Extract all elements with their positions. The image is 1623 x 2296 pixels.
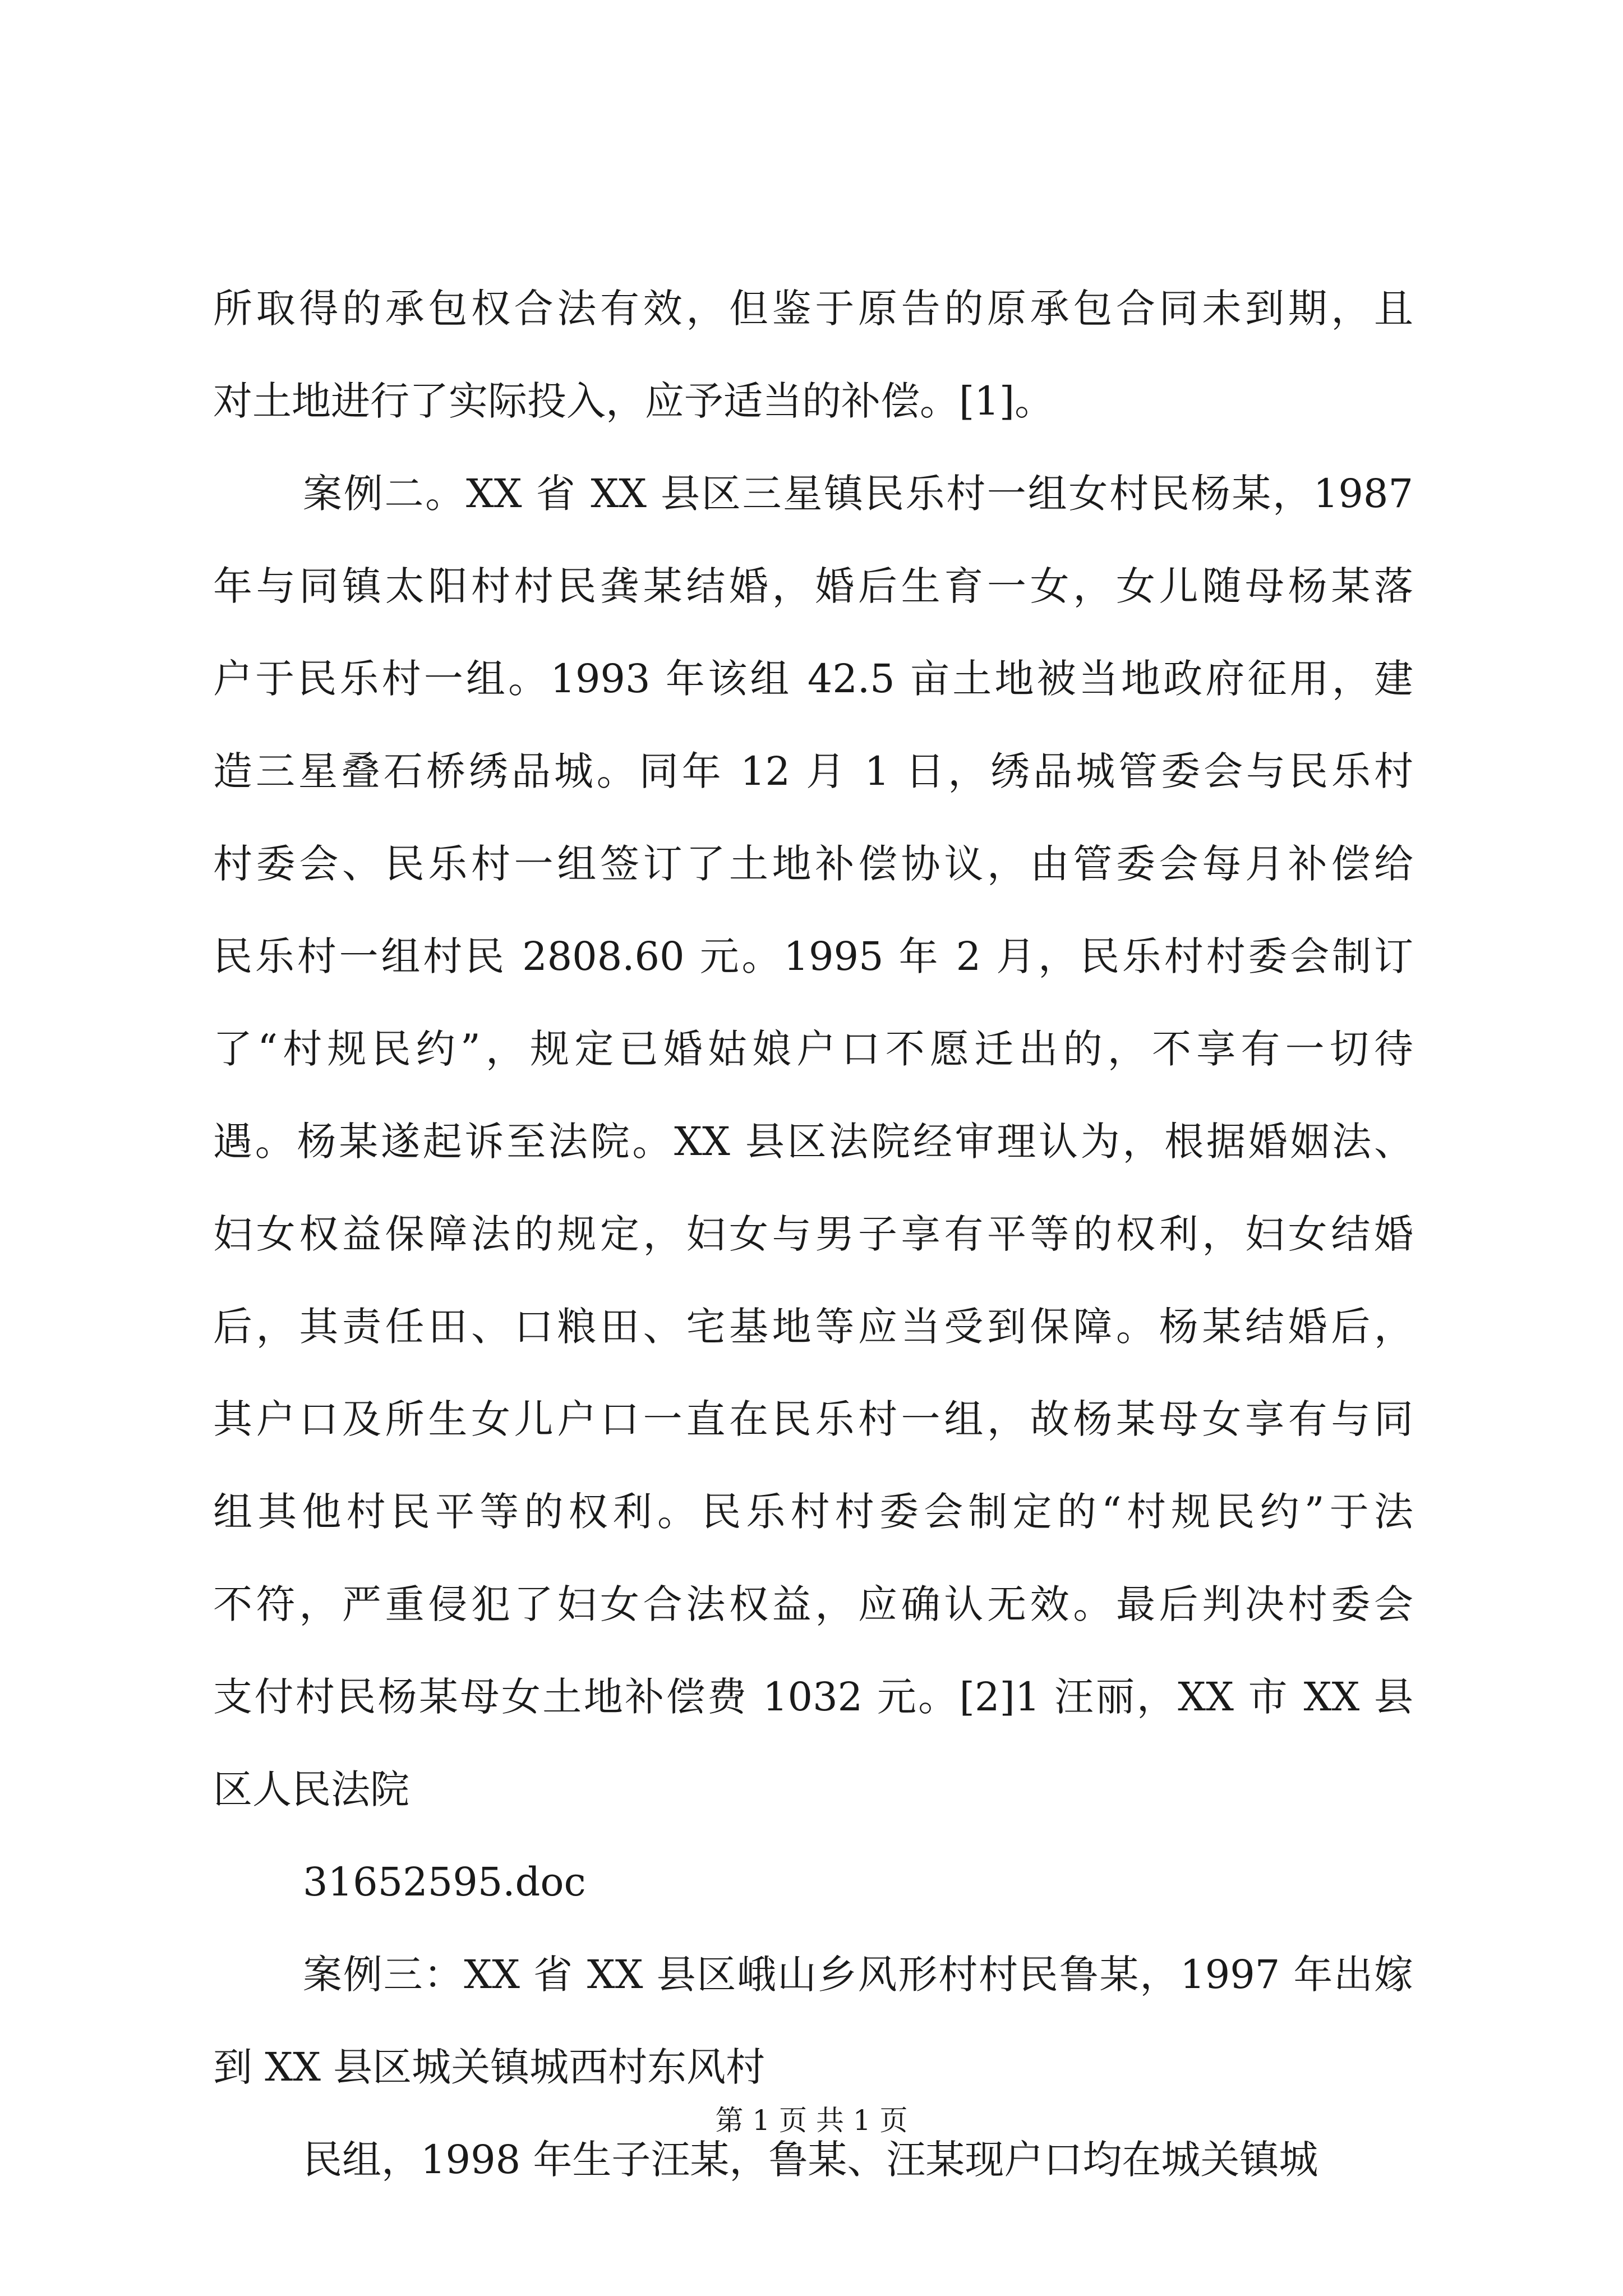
paragraph-start-line: 民组，1998 年生子汪某，鲁某、汪某现户口均在城关镇城 <box>303 2137 1318 2183</box>
text-line: 不符，严重侵犯了妇女合法权益，应确认无效。最后判决村委会 <box>213 1581 1413 1627</box>
text-line: 了“村规民约”，规定已婚姑娘户口不愿迁出的，不享有一切待 <box>213 1026 1413 1072</box>
text-line: 造三星叠石桥绣品城。同年 12 月 1 日，绣品城管委会与民乐村 <box>213 748 1413 794</box>
text-line: 后，其责任田、口粮田、宅基地等应当受到保障。杨某结婚后， <box>213 1304 1413 1350</box>
text-line: 妇女权益保障法的规定，妇女与男子享有平等的权利，妇女结婚 <box>213 1211 1413 1257</box>
text-line: 所取得的承包权合法有效，但鉴于原告的原承包合同未到期，且 <box>213 286 1413 332</box>
text-line: 支付村民杨某母女土地补偿费 1032 元。[2]1 汪丽，XX 市 XX 县 <box>213 1674 1413 1720</box>
text-line: 其户口及所生女儿户口一直在民乐村一组，故杨某母女享有与同 <box>213 1396 1413 1442</box>
page-footer: 第 1 页 共 1 页 <box>715 2104 908 2137</box>
text-line: 组其他村民平等的权利。民乐村村委会制定的“村规民约”于法 <box>213 1489 1413 1535</box>
text-line: 对土地进行了实际投入，应予适当的补偿。[1]。 <box>213 378 1054 424</box>
text-line: 到 XX 县区城关镇城西村东风村 <box>213 2044 766 2090</box>
text-line: 户于民乐村一组。1993 年该组 42.5 亩土地被当地政府征用，建 <box>213 656 1413 702</box>
text-line: 遇。杨某遂起诉至法院。XX 县区法院经审理认为，根据婚姻法、 <box>213 1119 1413 1165</box>
text-line: 年与同镇太阳村村民龚某结婚，婚后生育一女，女儿随母杨某落 <box>213 563 1413 609</box>
text-line: 村委会、民乐村一组签订了土地补偿协议，由管委会每月补偿给 <box>213 841 1413 887</box>
filename-line: 31652595.doc <box>303 1859 586 1905</box>
text-line: 区人民法院 <box>213 1766 409 1812</box>
text-line: 民乐村一组村民 2808.60 元。1995 年 2 月，民乐村村委会制订 <box>213 933 1413 979</box>
paragraph-start-line: 案例二。XX 省 XX 县区三星镇民乐村一组女村民杨某，1987 <box>303 471 1413 517</box>
paragraph-start-line: 案例三：XX 省 XX 县区峨山乡风形村村民鲁某，1997 年出嫁 <box>303 1952 1413 1998</box>
